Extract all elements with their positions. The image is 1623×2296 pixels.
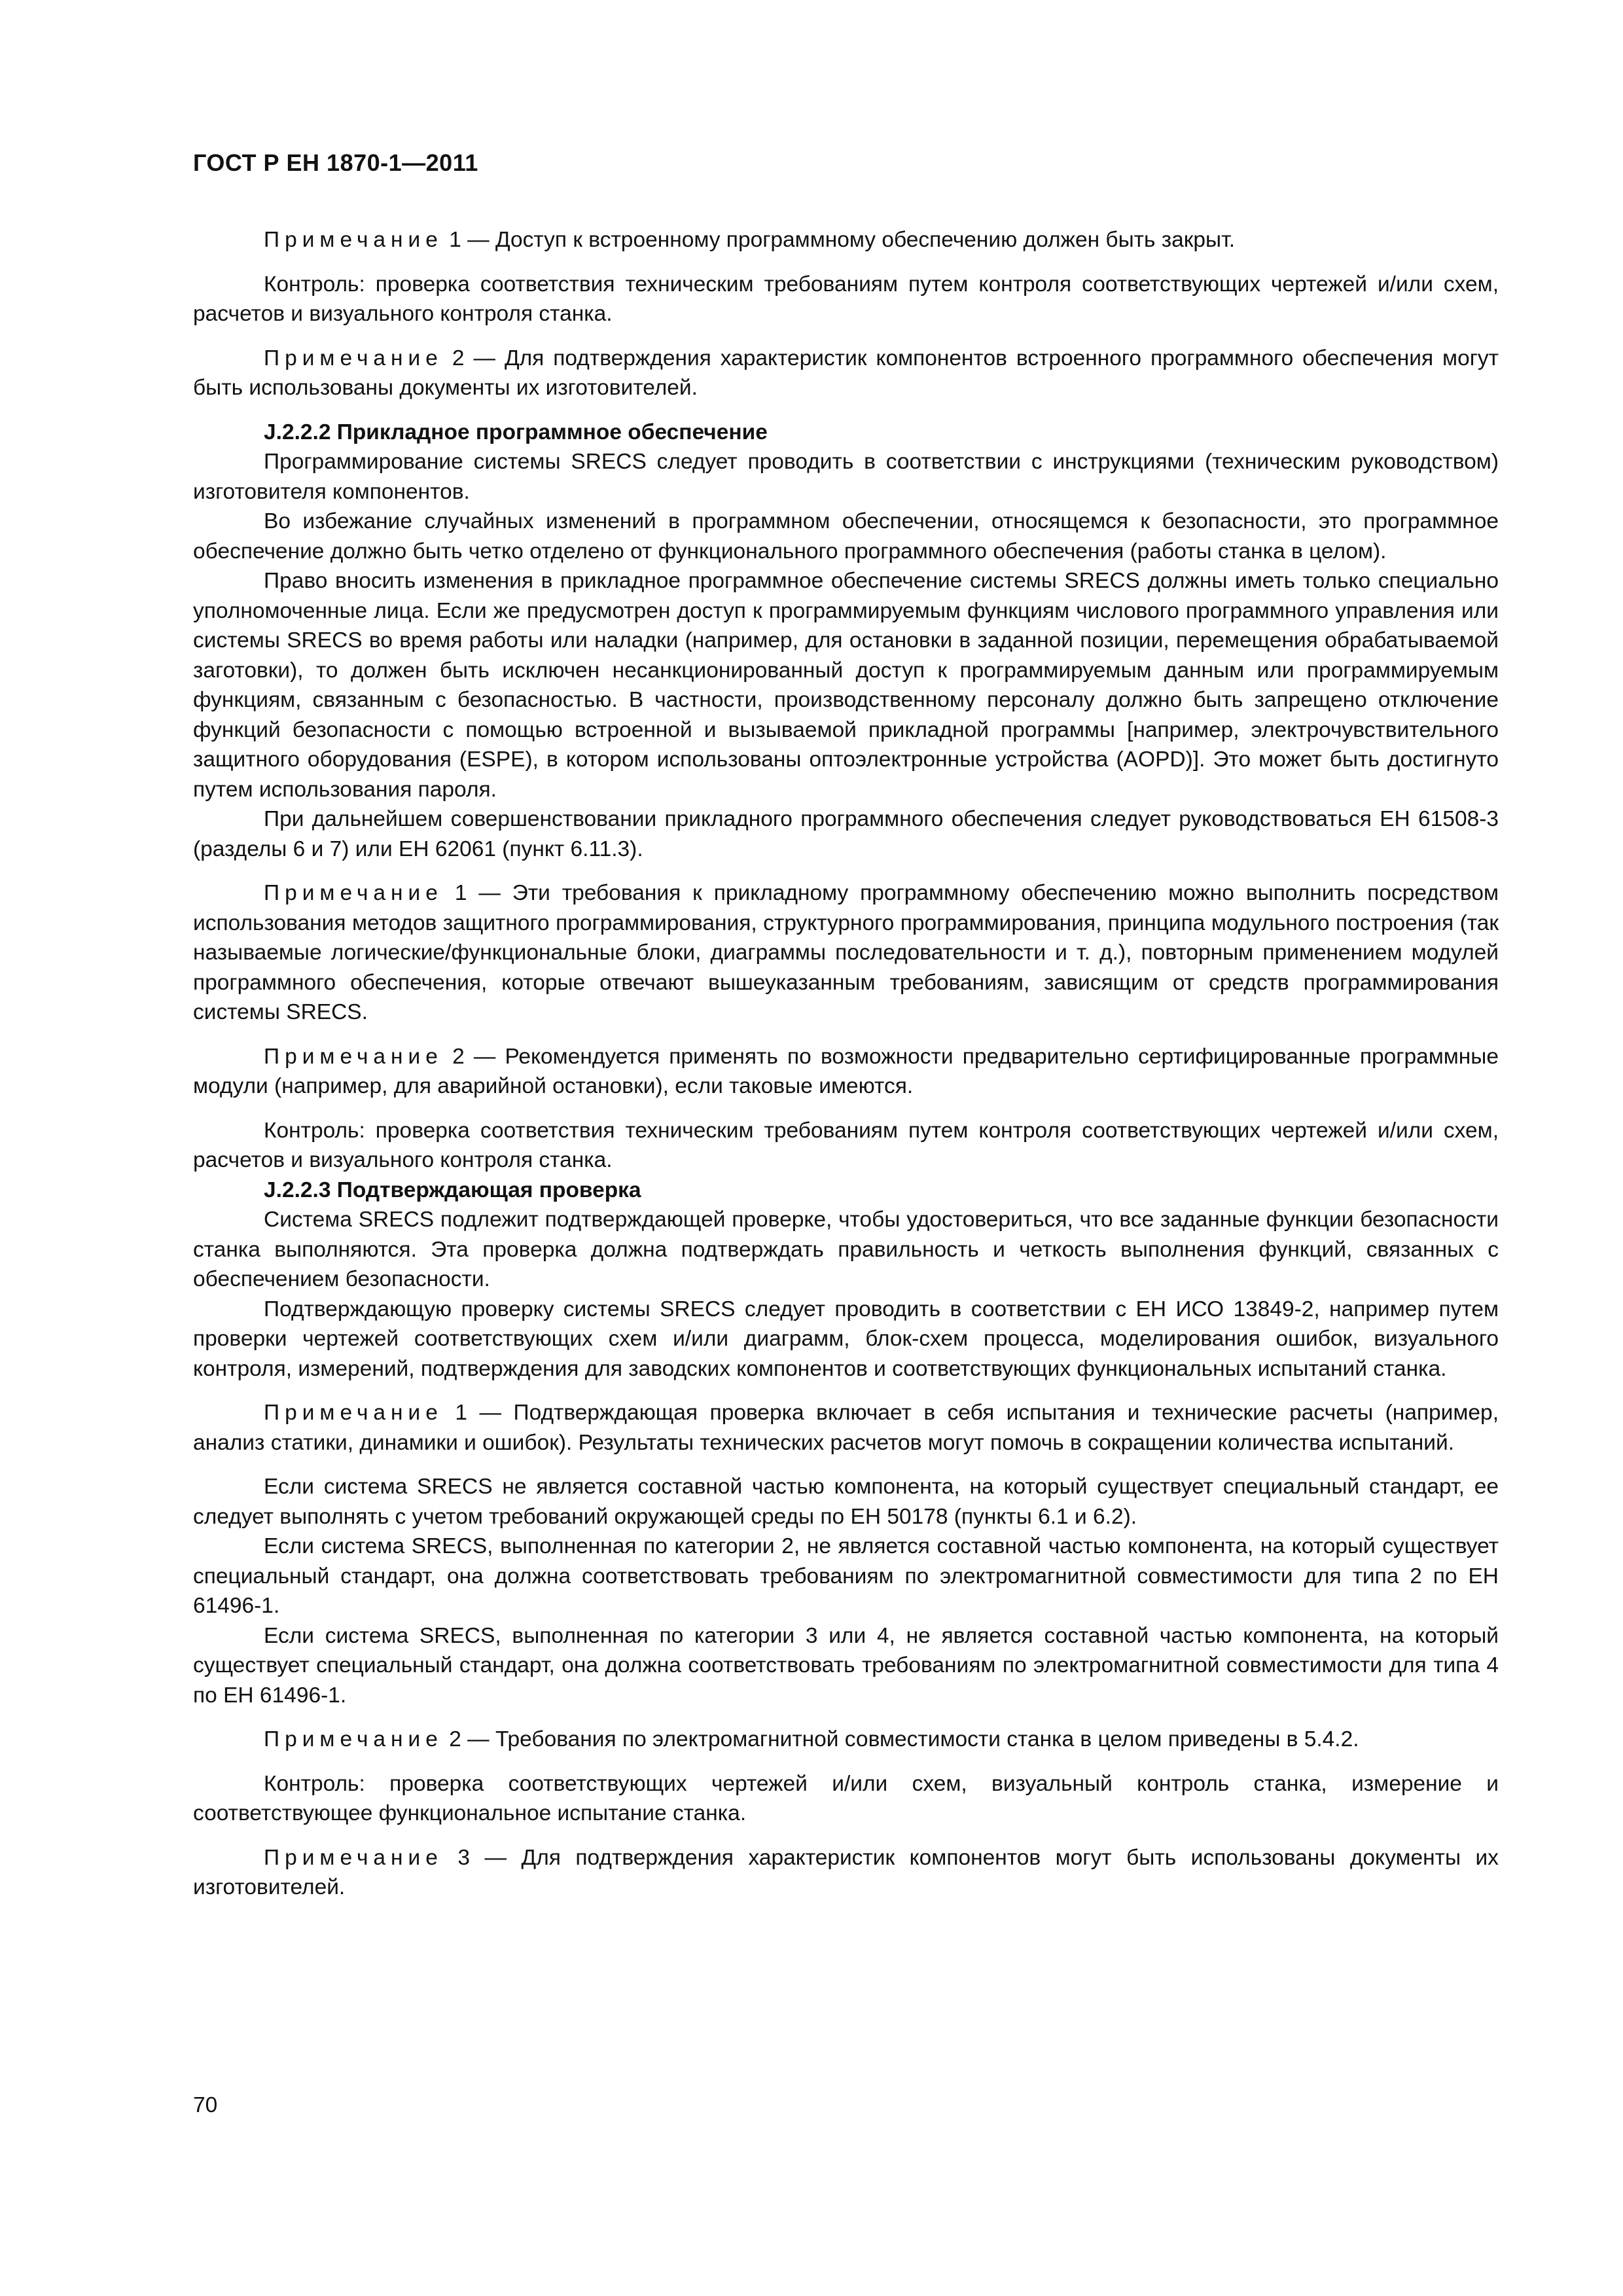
note-label: Примечание	[264, 228, 443, 252]
paragraph: Программирование системы SRECS следует проводить в соответствии с инструкциями (техническим руководством) изготовителя компонентов.	[193, 450, 1499, 504]
document-title: ГОСТ Р ЕН 1870-1—2011	[193, 149, 478, 176]
note-label: Примечание	[264, 1845, 443, 1870]
paragraph: Право вносить изменения в прикладное программное обеспечение системы SRECS должны иметь только специально уполномоченные лица. Если же предусмотрен доступ к программируемым функциям числового программного управления или системы SRECS во время работы или наладки (например, для остановки в заданной позиции, перемещения обрабатываемой заготовки), то должен быть исключен несанкционированный доступ к программируемым данным или программируемым функциям, связанным с безопасностью. В частности, производственному персоналу должно быть запрещено отключение функций безопасности с помощью встроенной и вызываемой прикладной программы [например, электрочувствительного защитного оборудования (ESPE), в котором использованы оптоэлектронные устройства (AOPD)]. Это может быть достигнуто путем использования пароля.	[193, 569, 1499, 802]
document-page	[193, 0, 1499, 2296]
paragraph: Система SRECS подлежит подтверждающей проверке, чтобы удостовериться, что все заданные функции безопасности станка выполняются. Эта проверка должна подтверждать правильность и четкость выполнения функций, связанных с обеспечением безопасности.	[193, 1208, 1499, 1291]
note-paragraph: Примечание 2 — Рекомендуется применять по возможности предварительно сертифицированные программные модули (например, для аварийной остановки), если таковые имеются.	[193, 1044, 1499, 1098]
document-body	[193, 225, 1499, 1903]
note-label: Примечание	[264, 1044, 443, 1069]
paragraph: Во избежание случайных изменений в программном обеспечении, относящемся к безопасности, это программное обеспечение должно быть четко отделено от функционального программного обеспечения (работы станка в целом).	[193, 509, 1499, 564]
paragraph: Если система SRECS не является составной частью компонента, на который существует специальный стандарт, ее следует выполнять с учетом требований окружающей среды по ЕН 50178 (пункты 6.1 и 6.2).	[193, 1475, 1499, 1529]
page-number: 70	[193, 2093, 218, 2117]
section-heading: J.2.2.3 Подтверждающая проверка	[264, 1177, 641, 1202]
note-paragraph: Примечание 2 — Для подтверждения характеристик компонентов встроенного программного обеспечения могут быть использованы документы их изготовителей.	[193, 346, 1499, 400]
paragraph: При дальнейшем совершенствовании прикладного программного обеспечения следует руководствоваться ЕН 61508-3 (разделы 6 и 7) или ЕН 62061 (пункт 6.11.3).	[193, 807, 1499, 861]
control-paragraph: Контроль: проверка соответствия техническим требованиям путем контроля соответствующих чертежей и/или схем, расчетов и визуального контроля станка.	[193, 272, 1499, 326]
paragraph: Если система SRECS, выполненная по категории 2, не является составной частью компонента, на который существует специальный стандарт, она должна соответствовать требованиям по электромагнитной совместимости для типа 2 по ЕН 61496-1.	[193, 1534, 1499, 1618]
note-label: Примечание	[264, 881, 443, 905]
note-paragraph: Примечание 1 — Подтверждающая проверка включает в себя испытания и технические расчеты (например, анализ статики, динамики и ошибок). Результаты технических расчетов могут помочь в сокращении количества испытаний.	[193, 1401, 1499, 1455]
note-paragraph: Примечание 1 — Доступ к встроенному программному обеспечению должен быть закрыт.	[264, 228, 1236, 252]
note-paragraph: Примечание 2 — Требования по электромагнитной совместимости станка в целом приведены в 5.4.2.	[264, 1727, 1359, 1751]
note-label: Примечание	[264, 1401, 443, 1425]
note-paragraph: Примечание 3 — Для подтверждения характеристик компонентов могут быть использованы документы их изготовителей.	[193, 1845, 1499, 1899]
note-label: Примечание	[264, 346, 443, 370]
paragraph: Если система SRECS, выполненная по категории 3 или 4, не является составной частью компонента, на который существует специальный стандарт, она должна соответствовать требованиям по электромагнитной совместимости для типа 4 по ЕН 61496-1.	[193, 1623, 1499, 1708]
note-paragraph: Примечание 1 — Эти требования к прикладному программному обеспечению можно выполнить посредством использования методов защитного программирования, структурного программирования, принципа модульного построения (так называемые логические/функциональные блоки, диаграммы последовательности и т. д.), повторным применением модулей программного обеспечения, которые отвечают вышеуказанным требованиям, зависящим от средств программирования системы SRECS.	[193, 881, 1499, 1024]
control-paragraph: Контроль: проверка соответствия техническим требованиям путем контроля соответствующих чертежей и/или схем, расчетов и визуального контроля станка.	[193, 1118, 1499, 1172]
control-paragraph: Контроль: проверка соответствующих чертежей и/или схем, визуальный контроль станка, измерение и соответствующее функциональное испытание станка.	[193, 1771, 1499, 1825]
note-label: Примечание	[264, 1727, 443, 1751]
paragraph: Подтверждающую проверку системы SRECS следует проводить в соответствии с ЕН ИСО 13849-2, например путем проверки чертежей соответствующих схем и/или диаграмм, блок-схем процесса, моделирования ошибок, визуального контроля, измерений, подтверждения для заводских компонентов и соответствующих функциональных испытаний станка.	[193, 1297, 1499, 1381]
section-heading: J.2.2.2 Прикладное программное обеспечение	[264, 420, 768, 444]
